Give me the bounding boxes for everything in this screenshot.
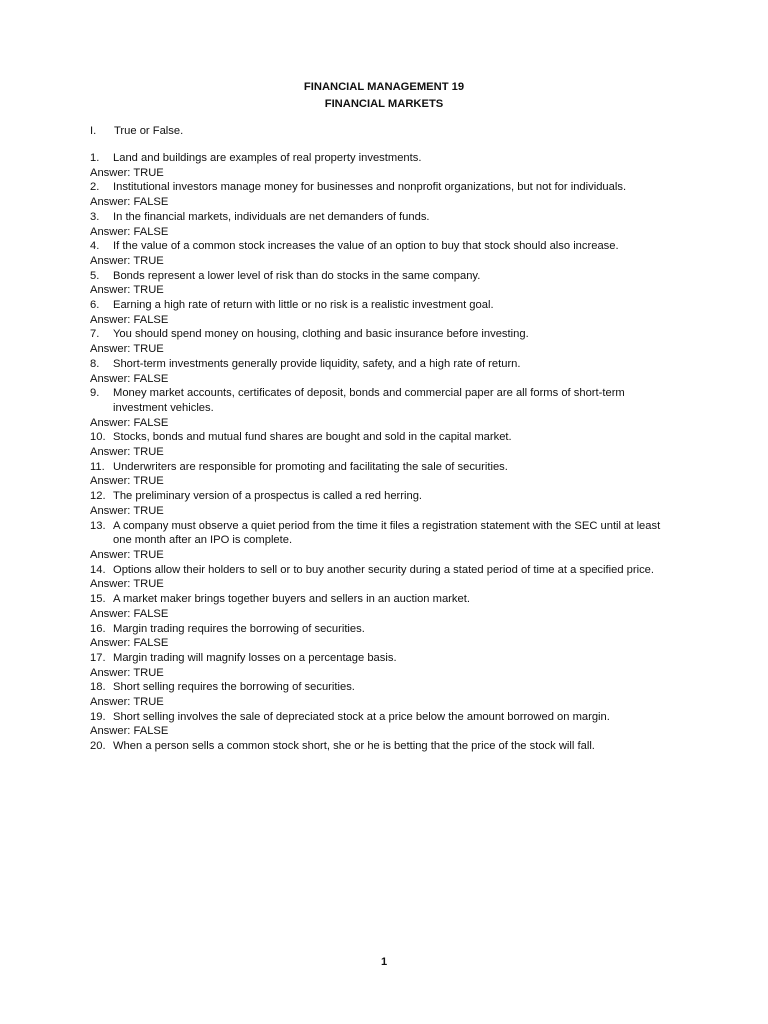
question-item [90,592,670,607]
question-item [90,298,670,313]
answer-line: Answer: FALSE [90,637,169,650]
question-item [90,151,670,166]
question-number: 2. [90,181,100,194]
question-text: Margin trading will magnify losses on a percentage basis. [113,651,397,664]
answer-line: Answer: FALSE [90,313,169,326]
question-item [90,563,670,578]
question-text: The preliminary version of a prospectus is called a red herring. [113,490,423,503]
answer-line: Answer: TRUE [90,548,164,561]
answer-line: Answer: TRUE [90,578,164,591]
question-number: 15. [90,593,106,606]
question-item [90,239,670,254]
question-item [90,651,670,666]
question-text: Short selling involves the sale of depreciated stock at a price below the amount borrowed on margin. [113,710,610,723]
question-number: 17. [90,651,106,664]
question-text: Margin trading requires the borrowing of securities. [113,622,365,635]
question-item [90,739,670,754]
question-text: Earning a high rate of return with little or no risk is a realistic investment goal. [113,299,494,312]
question-item [90,357,670,372]
question-item [90,680,670,695]
question-text: Money market accounts, certificates of deposit, bonds and commercial paper are all forms of short-term investment vehicles. [113,387,625,414]
question-text: Underwriters are responsible for promoting and facilitating the sale of securities. [113,460,508,473]
question-text: Institutional investors manage money for businesses and nonprofit organizations, but not for individuals. [113,181,627,194]
question-text: When a person sells a common stock short, she or he is betting that the price of the stock will fall. [113,740,595,753]
question-number: 12. [90,490,106,503]
question-number: 8. [90,357,100,370]
question-text: Short-term investments generally provide liquidity, safety, and a high rate of return. [113,357,521,370]
question-text: A market maker brings together buyers and sellers in an auction market. [113,593,470,606]
answer-line: Answer: FALSE [90,372,169,385]
question-number: 5. [90,269,100,282]
question-number: 18. [90,681,106,694]
answer-line: Answer: TRUE [90,504,164,517]
answer-line: Answer: FALSE [90,196,169,209]
question-item [90,710,670,725]
answer-line: Answer: TRUE [90,343,164,356]
question-number: 9. [90,387,100,400]
answer-line: Answer: TRUE [90,446,164,459]
question-number: 20. [90,740,106,753]
question-text: If the value of a common stock increases the value of an option to buy that stock should also increase. [113,240,619,253]
answer-line: Answer: TRUE [90,666,164,679]
question-item [90,180,670,195]
question-text: Stocks, bonds and mutual fund shares are bought and sold in the capital market. [113,431,512,444]
answer-line: Answer: FALSE [90,416,169,429]
question-item [90,210,670,225]
question-number: 11. [90,460,105,473]
question-item [90,460,670,475]
question-item [90,327,670,342]
question-number: 14. [90,563,106,576]
answer-line: Answer: FALSE [90,725,169,738]
question-number: 7. [90,328,100,341]
answer-line: Answer: TRUE [90,166,164,179]
question-text: Short selling requires the borrowing of securities. [113,681,355,694]
answer-line: Answer: TRUE [90,254,164,267]
question-number: 6. [90,299,100,312]
question-text: In the financial markets, individuals are net demanders of funds. [113,210,430,223]
question-number: 3. [90,210,100,223]
answer-line: Answer: FALSE [90,225,169,238]
section-label: True or False. [114,125,184,137]
answer-line: Answer: TRUE [90,475,164,488]
question-text: A company must observe a quiet period from the time it files a registration statement with the SEC until at least one month after an IPO is complete. [113,519,661,547]
question-number: 19. [90,710,106,723]
page-number: 1 [380,956,388,968]
answer-line: Answer: TRUE [90,696,164,709]
section-number: I. [90,125,97,137]
question-list [90,151,670,754]
question-text: Options allow their holders to sell or to buy another security during a stated period of time at a specified price. [113,563,655,576]
question-item [90,622,670,637]
question-number: 16. [90,622,106,635]
question-text: Land and buildings are examples of real property investments. [113,152,422,164]
document-title: FINANCIAL MANAGEMENT 19 [303,81,465,93]
document-subtitle: FINANCIAL MARKETS [324,98,444,110]
question-text: Bonds represent a lower level of risk than do stocks in the same company. [113,269,481,282]
question-number: 4. [90,240,100,253]
section-heading [90,124,183,138]
question-number: 1. [90,152,100,164]
question-text: You should spend money on housing, clothing and basic insurance before investing. [113,328,529,341]
question-number: 13. [90,519,106,532]
question-item [90,519,670,548]
answer-line: Answer: TRUE [90,284,164,297]
question-item [90,386,670,415]
question-item [90,430,670,445]
answer-line: Answer: FALSE [90,607,169,620]
question-item [90,269,670,284]
question-item [90,489,670,504]
question-number: 10. [90,431,106,444]
